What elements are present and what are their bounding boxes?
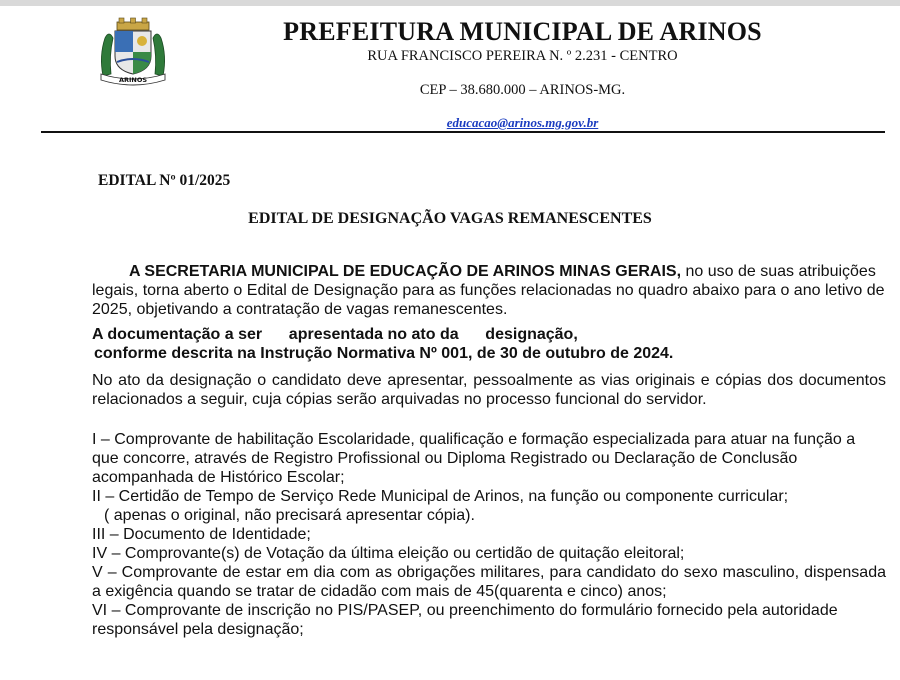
list-item: I – Comprovante de habilitação Escolaridade, qualificação e formação especializada para atuar na função a que concorre, através de Registro Profissional ou Diploma Registrado ou Declaração de Conclusão acompanhada de Histórico Escolar; [92, 431, 856, 486]
list-item: III – Documento de Identidade; [92, 526, 311, 543]
header-email-link[interactable]: educacao@arinos.mg.gov.br [446, 115, 599, 130]
top-bar [0, 0, 900, 6]
intro-paragraph [92, 262, 886, 319]
intro-lead: A SECRETARIA MUNICIPAL DE EDUCAÇÃO DE ARINOS MINAS GERAIS, [129, 263, 682, 280]
municipal-coat-of-arms-icon [93, 16, 173, 88]
page-title: PREFEITURA MUNICIPAL DE ARINOS [283, 17, 762, 46]
documentation-paragraph [92, 325, 886, 363]
list-item: II – Certidão de Tempo de Serviço Rede Municipal de Arinos, na função ou componente curricular; [92, 488, 789, 505]
header-divider [41, 131, 885, 133]
designation-paragraph: No ato da designação o candidato deve apresentar, pessoalmente as vias originais e cópias dos documentos relacionados a seguir, cuja cópias serão arquivadas no processo funcional do servidor. [92, 372, 886, 408]
list-item-note: ( apenas o original, não precisará apresentar cópia). [104, 507, 475, 524]
edital-number: EDITAL Nº 01/2025 [98, 172, 231, 189]
edital-title: EDITAL DE DESIGNAÇÃO VAGAS REMANESCENTES [248, 210, 652, 227]
svg-text:ARINOS: ARINOS [118, 76, 148, 84]
documentation-line-2: conforme descrita na Instrução Normativa Nº 001, de 30 de outubro de 2024. [94, 345, 674, 362]
list-item: V – Comprovante de estar em dia com as obrigações militares, para candidato do sexo masculino, dispensada a exigência quando se tratar de cidadão com mais de 45(quarenta e cinco) anos; [92, 564, 886, 600]
documentation-line-1: A documentação a ser apresentada no ato da designação, [92, 326, 578, 343]
intro-rest: no uso de suas atribuições legais, torna aberto o Edital de Designação para as funções relacionadas no quadro abaixo para o ano letivo de 2025, objetivando a contratação de vagas remanescentes. [92, 263, 885, 318]
documents-list [92, 430, 886, 639]
header-address: RUA FRANCISCO PEREIRA N. º 2.231 - CENTRO [367, 48, 678, 64]
list-item: VI – Comprovante de inscrição no PIS/PASEP, ou preenchimento do formulário fornecido pela autoridade responsável pela designação; [92, 602, 838, 638]
list-item: IV – Comprovante(s) de Votação da última eleição ou certidão de quitação eleitoral; [92, 545, 685, 562]
header-cep: CEP – 38.680.000 – ARINOS-MG. [419, 82, 626, 98]
